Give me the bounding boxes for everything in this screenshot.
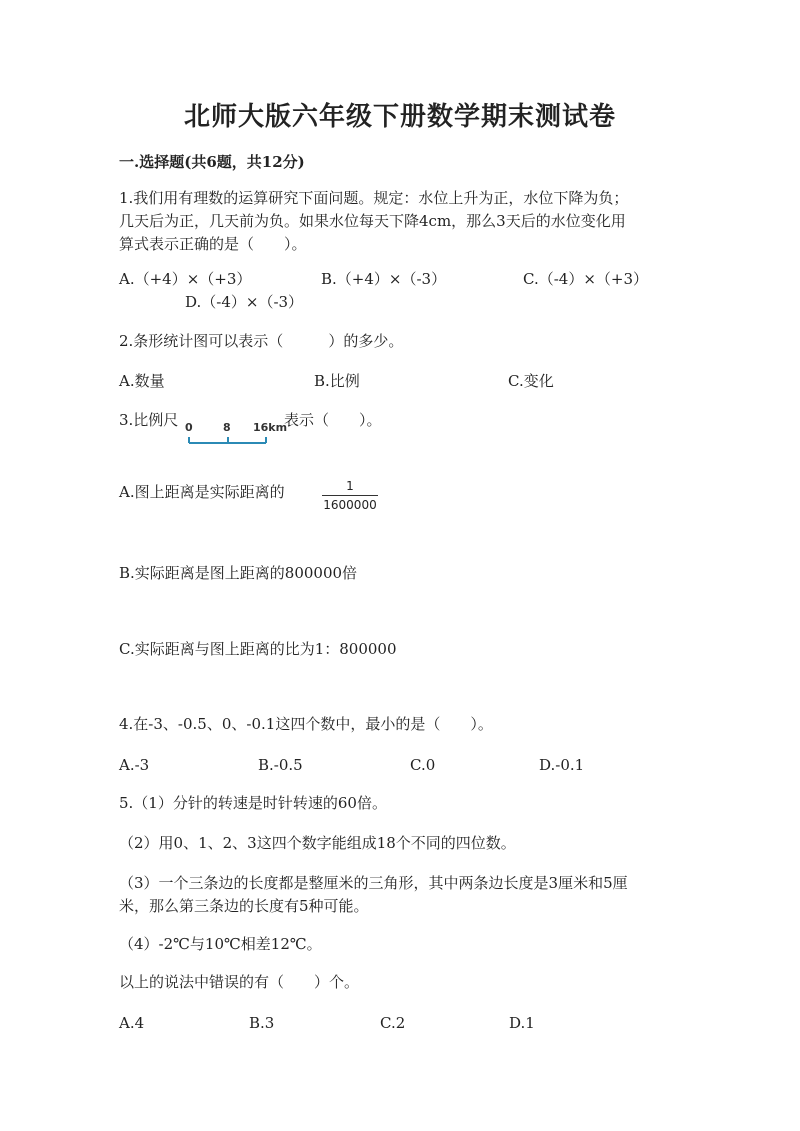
scale-label-8: 8 bbox=[223, 421, 231, 434]
q3-stem-before: 3.比例尺 bbox=[119, 411, 179, 429]
q5-statement-4: （4）-2℃与10℃相差12℃。 bbox=[119, 935, 322, 953]
q3-fraction bbox=[322, 478, 378, 513]
scale-label-0: 0 bbox=[185, 421, 193, 434]
q2-option-a[interactable]: A.数量 bbox=[119, 372, 165, 390]
q1-option-c[interactable]: C.（-4）×（+3） bbox=[523, 270, 649, 288]
q4-option-d[interactable]: D.-0.1 bbox=[539, 756, 585, 774]
q5-statement-3-line-2: 米，那么第三条边的长度有5种可能。 bbox=[119, 897, 369, 915]
fraction-numerator: 1 bbox=[346, 479, 354, 493]
q3-option-a[interactable]: A.图上距离是实际距离的 bbox=[119, 483, 285, 501]
q1-stem-line-2: 几天后为正，几天前为负。如果水位每天下降4cm，那么3天后的水位变化用 bbox=[119, 212, 626, 230]
q3-option-c[interactable]: C.实际距离与图上距离的比为1：800000 bbox=[119, 640, 397, 658]
q3-stem-after: 表示（ ）。 bbox=[284, 411, 382, 429]
q5-statement-3-line-1: （3）一个三条边的长度都是整厘米的三角形，其中两条边长度是3厘米和5厘 bbox=[119, 874, 628, 892]
q1-option-a[interactable]: A.（+4）×（+3） bbox=[119, 270, 252, 288]
page-title: 北师大版六年级下册数学期末测试卷 bbox=[183, 102, 616, 132]
q1-option-d[interactable]: D.（-4）×（-3） bbox=[185, 293, 304, 311]
q5-statement-2: （2）用0、1、2、3这四个数字能组成18个不同的四位数。 bbox=[119, 834, 516, 852]
q4-stem: 4.在-3、-0.5、0、-0.1这四个数中，最小的是（ ）。 bbox=[119, 715, 493, 733]
scale-bar-figure bbox=[183, 421, 288, 449]
q5-question: 以上的说法中错误的有（ ）个。 bbox=[119, 973, 360, 991]
q4-option-c[interactable]: C.0 bbox=[410, 756, 436, 774]
q2-option-b[interactable]: B.比例 bbox=[314, 372, 360, 390]
section-heading: 一.选择题(共6题，共12分) bbox=[119, 153, 305, 171]
scale-label-16km: 16km bbox=[253, 421, 288, 434]
q5-statement-1: 5.（1）分针的转速是时针转速的60倍。 bbox=[119, 794, 387, 812]
q3-option-b[interactable]: B.实际距离是图上距离的800000倍 bbox=[119, 564, 358, 582]
q1-stem-line-1: 1.我们用有理数的运算研究下面问题。规定：水位上升为正，水位下降为负； bbox=[119, 189, 629, 207]
q5-option-c[interactable]: C.2 bbox=[380, 1014, 406, 1032]
q5-option-d[interactable]: D.1 bbox=[509, 1014, 535, 1032]
q5-option-b[interactable]: B.3 bbox=[249, 1014, 275, 1032]
q4-option-b[interactable]: B.-0.5 bbox=[258, 756, 303, 774]
q2-stem: 2.条形统计图可以表示（ ）的多少。 bbox=[119, 332, 404, 350]
fraction-bar bbox=[322, 495, 378, 496]
q2-option-c[interactable]: C.变化 bbox=[508, 372, 554, 390]
q1-option-b[interactable]: B.（+4）×（-3） bbox=[321, 270, 447, 288]
fraction-denominator: 1600000 bbox=[323, 498, 377, 512]
q5-option-a[interactable]: A.4 bbox=[119, 1014, 145, 1032]
q4-option-a[interactable]: A.-3 bbox=[119, 756, 150, 774]
q1-stem-line-3: 算式表示正确的是（ ）。 bbox=[119, 235, 307, 253]
